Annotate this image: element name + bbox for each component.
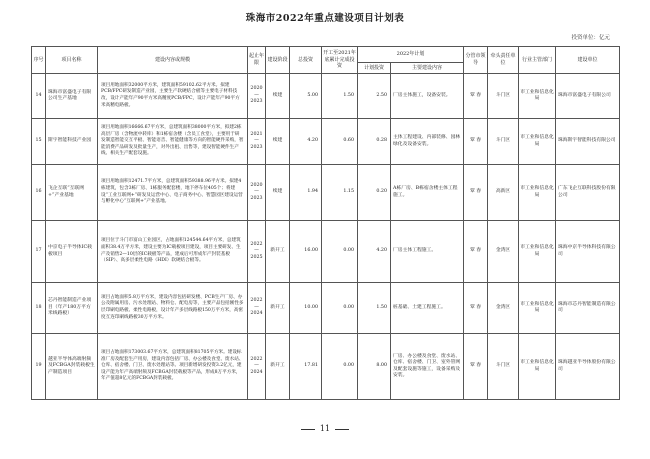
page-number: 11	[319, 424, 331, 433]
cell-plan-content: 桩基础、土建工程施工。	[391, 283, 464, 334]
cell-industry-dept: 市工业和信息化局	[519, 119, 556, 165]
table-row	[32, 74, 620, 119]
cell-plan-invest: 8.00	[358, 334, 391, 400]
cell-years: 2022—2025	[248, 221, 266, 283]
table-row	[32, 334, 620, 400]
cell-completed: 0.60	[322, 119, 358, 165]
footer-dash-left	[301, 429, 315, 430]
cell-plan-content: 主体工程建设、内部装修、园林绿化及设备安装。	[391, 119, 464, 165]
header-plan2022: 2022年计划	[358, 47, 464, 63]
cell-plan-invest: 4.20	[358, 221, 391, 283]
table-row	[32, 119, 620, 165]
cell-content: 项目用地面积12471.7平方米，总建筑面积59388.96平方米。拟建4栋建筑，包含3栋厂房、1栋服务配套楼，地下停车位405个；将建设“工业互联网+”研发及运营中心、电子商务中心、智慧园区建设运营与孵化中心“互联网+”产业基地。	[98, 165, 248, 221]
cell-seq: 15	[32, 119, 46, 165]
cell-industry-dept: 市工业和信息化局	[519, 165, 556, 221]
cell-dept: 金湾区	[488, 221, 519, 283]
cell-builder: 广东飞企互联科技股份有限公司	[556, 165, 620, 221]
cell-name: 芯丹智能制造产业项目（年产180万平方米线路板）	[46, 283, 98, 334]
cell-content: 项目位于斗门市富山工业园区，占地面积124544.64平方米，总建筑面积38.4万平方米，建设主要为IC载板项目建设，项目主要研发、生产及销售2—10层的IC载板等产品，建成后可形成年产封装基板（SIP）、高多层柔性电路（HDI）软硬结合板等。	[98, 221, 248, 283]
header-name: 项目名称	[46, 47, 98, 74]
cell-plan-content: 厂房主体施工，设备安装。	[391, 74, 464, 119]
header-stage: 建设阶段	[266, 47, 290, 74]
cell-leader: 覃 春	[464, 283, 488, 334]
cell-completed: 0.00	[322, 334, 358, 400]
cell-builder: 珠海市富盛电子有限公司	[556, 74, 620, 119]
cell-dept: 斗门区	[488, 119, 519, 165]
cell-leader: 覃 春	[464, 74, 488, 119]
cell-dept: 斗门区	[488, 334, 519, 400]
cell-dept: 金湾区	[488, 283, 519, 334]
cell-name: 珠海市富盛电子有限公司生产基地	[46, 74, 98, 119]
cell-builder: 珠海市芯丹智能制造有限公司	[556, 283, 620, 334]
cell-seq: 17	[32, 221, 46, 283]
cell-plan-content: 厂房、办公楼及食堂、废水站、仓库、宿舍楼、门卫、室外管网及配套设施等施工，设备采购及安装。	[391, 334, 464, 400]
cell-completed: 1.50	[322, 74, 358, 119]
cell-leader: 覃 春	[464, 221, 488, 283]
cell-stage: 新开工	[266, 334, 290, 400]
header-builder: 建设单位	[556, 47, 620, 74]
page-footer	[0, 424, 650, 433]
cell-years: 2022—2024	[248, 334, 266, 400]
cell-total: 4.20	[290, 119, 322, 165]
cell-plan-content: 厂房主体工程施工。	[391, 221, 464, 283]
cell-builder: 珠海斯宇智能科技有限公司	[556, 119, 620, 165]
header-completed: 开工至2021年底累计完成投资	[322, 47, 358, 74]
cell-seq: 16	[32, 165, 46, 221]
cell-stage: 新开工	[266, 283, 290, 334]
cell-name: 越亚半导体高端射频及FCBGA封装载板生产制造项目	[46, 334, 98, 400]
cell-industry-dept: 市工业和信息化局	[519, 74, 556, 119]
table-row	[32, 221, 620, 283]
cell-dept: 高新区	[488, 165, 519, 221]
cell-content: 项目占地面积173003.67平方米，总建筑面积81705平方米。建设标准厂房及配套生产用房，建设内容包括厂房、办公楼及食堂、废水站、仓库、宿舍楼、门卫、废水处理站等。项目新增研发投资3.2亿元，建设产能为年产高端射频及FCBGA封装载板等产品，形成8万平方米，年产值超8亿元的FCBGA封装载板。	[98, 334, 248, 400]
header-industry-dept: 行业主管部门	[519, 47, 556, 74]
cell-years: 2021—2023	[248, 119, 266, 165]
cell-dept: 斗门区	[488, 74, 519, 119]
cell-seq: 18	[32, 283, 46, 334]
footer-dash-right	[335, 429, 349, 430]
cell-content: 项目用地面积16666.67平方米，总建筑面积38000平方米，拟建2栋高层厂房（含物流中转库）和1栋宿舍楼（含员工食堂），主要用于研发制造智能交互平板、智能语音、智能健康等方向的智能硬件采购，智能消费产品研发及批量生产，对外出租、出售等，建设智能硬件生产线、相关生产配套设施。	[98, 119, 248, 165]
table-row	[32, 283, 620, 334]
cell-industry-dept: 市工业和信息化局	[519, 283, 556, 334]
cell-stage: 续建	[266, 119, 290, 165]
cell-total: 5.00	[290, 74, 322, 119]
cell-seq: 19	[32, 334, 46, 400]
cell-leader: 覃 春	[464, 165, 488, 221]
cell-years: 2020—2023	[248, 165, 266, 221]
cell-seq: 14	[32, 74, 46, 119]
cell-total: 16.00	[290, 221, 322, 283]
cell-completed: 1.15	[322, 165, 358, 221]
project-table	[31, 46, 620, 400]
cell-builder: 珠海越亚半导体股份有限公司	[556, 334, 620, 400]
table-row	[32, 165, 620, 221]
header-plan-content: 主要建设内容	[391, 63, 464, 74]
cell-total: 10.00	[290, 283, 322, 334]
cell-total: 17.81	[290, 334, 322, 400]
cell-industry-dept: 市工业和信息化局	[519, 221, 556, 283]
cell-years: 2020—2023	[248, 74, 266, 119]
cell-plan-invest: 0.20	[358, 165, 391, 221]
header-leader: 分管市领导	[464, 47, 488, 74]
header-plan-invest: 计划投资	[358, 63, 391, 74]
cell-plan-content: A栋厂房、B栋宿舍楼主体工程施工。	[391, 165, 464, 221]
header-content: 建设内容或规模	[98, 47, 248, 74]
unit-label: 投资单位：亿元	[571, 35, 610, 41]
cell-name: 中京电子半导体IC载板项目	[46, 221, 98, 283]
cell-industry-dept: 市工业和信息化局	[519, 334, 556, 400]
cell-stage: 续建	[266, 165, 290, 221]
cell-stage: 续建	[266, 74, 290, 119]
header-total: 总投资	[290, 47, 322, 74]
header-dept: 牵头责任单位	[488, 47, 519, 74]
cell-completed: 0.00	[322, 221, 358, 283]
header-years: 起止年限	[248, 47, 266, 74]
cell-leader: 覃 春	[464, 334, 488, 400]
cell-completed: 0.00	[322, 283, 358, 334]
cell-plan-invest: 0.28	[358, 119, 391, 165]
cell-plan-invest: 1.50	[358, 283, 391, 334]
cell-builder: 珠海中京半导体科技有限公司	[556, 221, 620, 283]
cell-name: 斯宇智能科技产业园	[46, 119, 98, 165]
header-seq: 序号	[32, 47, 46, 74]
cell-name: 飞企互联“互联网+”产业基地	[46, 165, 98, 221]
page-title: 珠海市2022年重点建设项目计划表	[245, 13, 405, 24]
cell-content: 项目用地面积32000平方米，建筑面积59102.62平方米。拟建PCB/FPC研发制造产业园，主要生产软硬结合板等主要电子材料技改，设计产能年产90平方米高精度PCB/FPC，设计产能年产90平方米高精电路板。	[98, 74, 248, 119]
cell-total: 1.94	[290, 165, 322, 221]
cell-content: 项目占地面积5.8万平方米，建设内容包括研发楼、PCB生产厂房、办公及附属用房、污水处理站、物料仓、配电房等，主要产品包括刚性多层印刷电路板、柔性电路板，设计年产多层线路板150万平方米，高密度互连印刷线路板30万平方米。	[98, 283, 248, 334]
cell-stage: 新开工	[266, 221, 290, 283]
cell-plan-invest: 2.50	[358, 74, 391, 119]
cell-years: 2022—2024	[248, 283, 266, 334]
cell-leader: 覃 春	[464, 119, 488, 165]
